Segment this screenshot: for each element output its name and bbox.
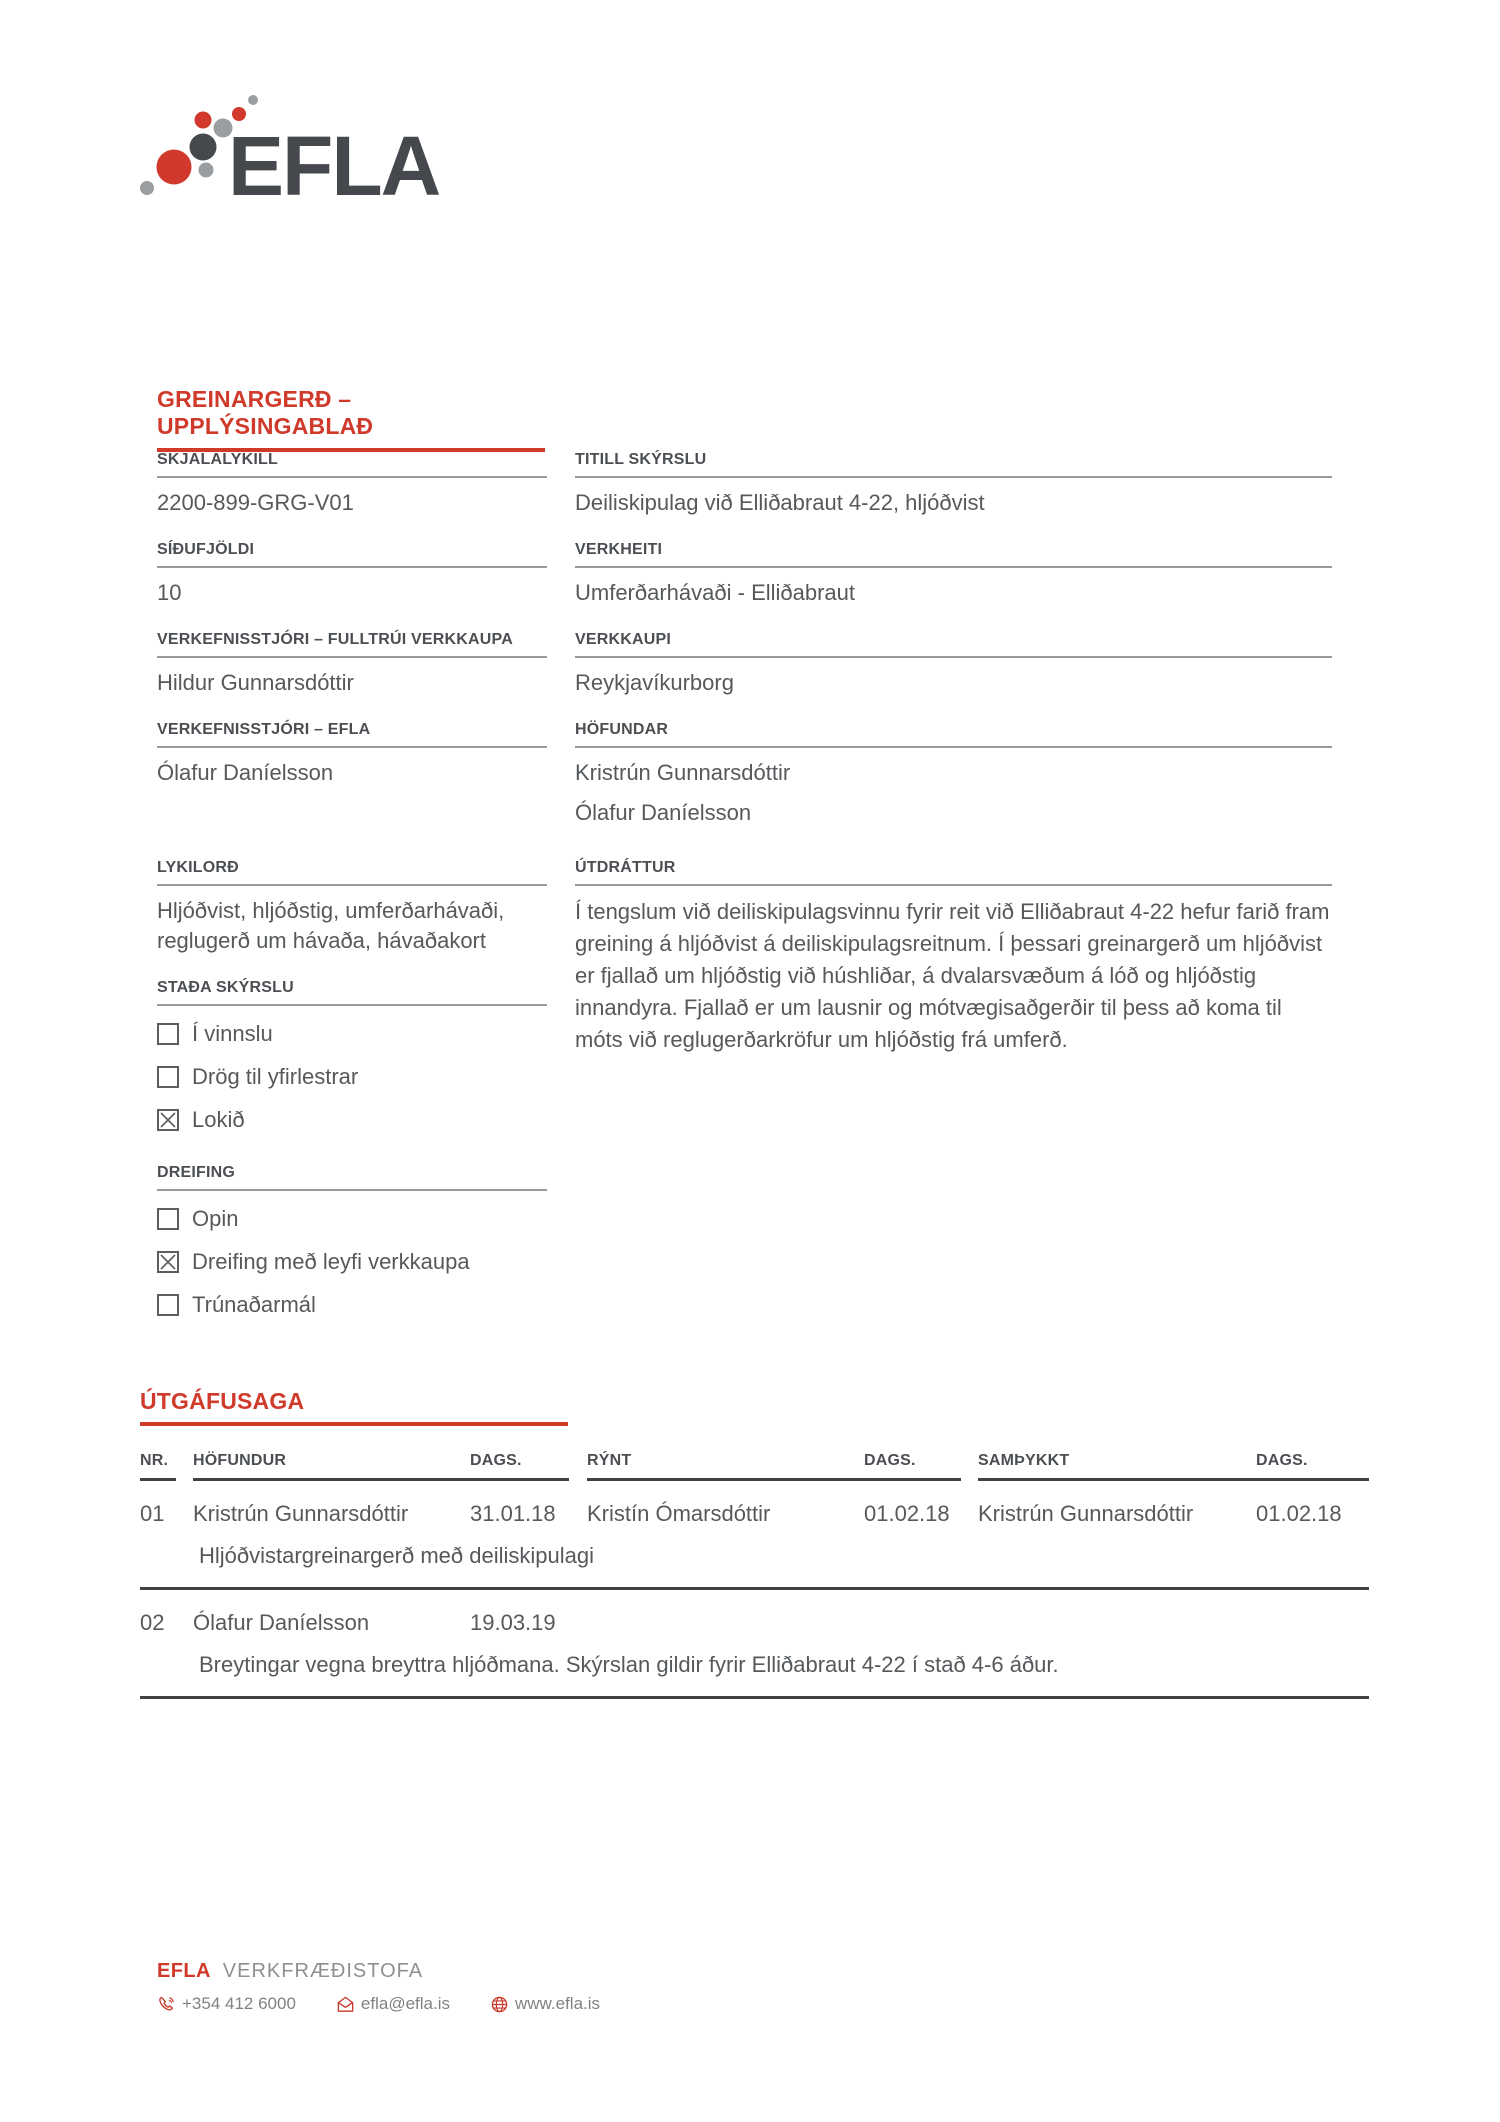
cell-dags <box>864 1590 961 1636</box>
cell-samthykkt: Kristrún Gunnarsdóttir <box>978 1501 1194 1526</box>
spacer <box>569 1481 587 1527</box>
field-value: 2200-899-GRG-V01 <box>157 490 354 515</box>
cell-rynt: Kristín Ómarsdóttir <box>587 1501 771 1526</box>
field-value: Ólafur Daníelsson <box>575 800 752 825</box>
row-description: Hljóðvistargreinargerð með deiliskipulagi <box>140 1527 1369 1590</box>
distribution-option-opin[interactable] <box>157 1205 547 1232</box>
footer-email <box>336 1994 450 2014</box>
footer-phone-number: +354 412 6000 <box>182 1994 296 2013</box>
phone-icon <box>157 1995 176 2014</box>
checkbox-label: Opin <box>192 1205 239 1231</box>
checkbox-med-leyfi[interactable] <box>157 1251 179 1273</box>
footer-contacts <box>157 1994 600 2014</box>
footer-website-url: www.efla.is <box>515 1994 601 2013</box>
abstract-text: Í tengslum við deiliskipulagsvinnu fyrir reit við Elliðabraut 4-22 hefur farið fram greining á hljóðvist á deiliskipulagsreitnum. Í þessari greinargerð um hljóðvist er fjallað um hljóðstig við húshliðar, á dvalarsvæðum á lóð og hljóðstig innandyra. Fjallað er um lausnir og mótvægisaðgerðir til þess að koma til móts við reglugerðarkröfur um hljóðstig frá umferð. <box>575 899 1330 1052</box>
distribution-section-label: DREIFING <box>157 1163 547 1191</box>
spacer <box>961 1452 978 1481</box>
field-label: TITILL SKÝRSLU <box>575 450 1332 478</box>
field-value: Deiliskipulag við Elliðabraut 4-22, hljóðvist <box>575 490 985 515</box>
spacer <box>176 1590 193 1636</box>
field-value: Hljóðvist, hljóðstig, umferðarhávaði, reglugerð um hávaða, hávaðakort <box>157 898 505 953</box>
field-label: VERKEFNISSTJÓRI – EFLA <box>157 720 547 748</box>
checkbox-lokid[interactable] <box>157 1109 179 1131</box>
status-section <box>157 978 547 1133</box>
field-value: Umferðarhávaði - Elliðabraut <box>575 580 856 605</box>
field-value: Reykjavíkurborg <box>575 670 734 695</box>
efla-logo <box>140 82 500 214</box>
field-value: Ólafur Daníelsson <box>157 760 334 785</box>
field-titill-skyrslu <box>575 450 1332 518</box>
spacer <box>569 1590 587 1636</box>
col-header-hofundur: HÖFUNDUR <box>193 1452 470 1481</box>
checkbox-label: Dreifing með leyfi verkkaupa <box>192 1248 470 1274</box>
distribution-section <box>157 1163 547 1318</box>
cell-dags: 19.03.19 <box>470 1610 556 1635</box>
field-value: Hildur Gunnarsdóttir <box>157 670 354 695</box>
footer-phone <box>157 1994 296 2014</box>
col-header-rynt: RÝNT <box>587 1452 864 1481</box>
status-option-drog[interactable] <box>157 1063 547 1090</box>
distribution-option-med-leyfi[interactable] <box>157 1248 547 1275</box>
field-verkefnisstjori-verkkaupa <box>157 630 547 698</box>
x-mark-icon <box>160 1112 176 1128</box>
field-label: VERKHEITI <box>575 540 1332 568</box>
page-title: GREINARGERÐ – UPPLÝSINGABLAÐ <box>157 386 545 452</box>
spacer <box>176 1481 193 1527</box>
spacer <box>176 1452 193 1481</box>
col-header-samthykkt: SAMÞYKKT <box>978 1452 1256 1481</box>
cell-hofundur: Kristrún Gunnarsdóttir <box>193 1501 409 1526</box>
page-footer <box>157 1960 600 2014</box>
version-history-title: ÚTGÁFUSAGA <box>140 1388 568 1426</box>
version-history-section <box>140 1388 1375 1699</box>
checkbox-label: Í vinnslu <box>192 1020 273 1046</box>
distribution-option-trunadarmal[interactable] <box>157 1291 547 1318</box>
field-label: HÖFUNDAR <box>575 720 1332 748</box>
cell-rynt <box>587 1590 864 1636</box>
field-label: SÍÐUFJÖLDI <box>157 540 547 568</box>
field-value: Kristrún Gunnarsdóttir <box>575 760 791 785</box>
field-lykilord <box>157 858 547 956</box>
checkbox-trunadarmal[interactable] <box>157 1294 179 1316</box>
cell-nr: 02 <box>140 1610 165 1635</box>
cell-nr: 01 <box>140 1501 165 1526</box>
spacer <box>961 1590 978 1636</box>
cell-dags: 01.02.18 <box>1256 1501 1342 1526</box>
footer-brand-name: EFLA <box>157 1960 211 1982</box>
form-column-left <box>157 450 547 1348</box>
envelope-icon <box>336 1995 355 2014</box>
cell-dags <box>1256 1590 1369 1636</box>
field-label: VERKKAUPI <box>575 630 1332 658</box>
checkbox-label: Lokið <box>192 1106 245 1132</box>
footer-brand <box>157 1960 600 1983</box>
cell-hofundur: Ólafur Daníelsson <box>193 1610 370 1635</box>
cell-dags: 01.02.18 <box>864 1501 950 1526</box>
field-hofundar <box>575 720 1332 836</box>
col-header-dags-2: DAGS. <box>864 1452 961 1481</box>
checkbox-i-vinnslu[interactable] <box>157 1023 179 1045</box>
field-value: 10 <box>157 580 182 605</box>
form-column-right <box>575 450 1332 1078</box>
field-utdrattur <box>575 858 1332 1056</box>
field-verkefnisstjori-efla <box>157 720 547 836</box>
row-description: Breytingar vegna breyttra hljóðmana. Skýrslan gildir fyrir Elliðabraut 4-22 í stað 4-6 áður. <box>140 1636 1369 1699</box>
efla-wordmark: EFLA <box>228 119 440 213</box>
status-section-label: STAÐA SKÝRSLU <box>157 978 547 1006</box>
field-label: ÚTDRÁTTUR <box>575 858 1332 886</box>
field-verkheiti <box>575 540 1332 608</box>
cell-samthykkt <box>978 1590 1256 1636</box>
checkbox-label: Trúnaðarmál <box>192 1291 316 1317</box>
field-sidufjoldi <box>157 540 547 608</box>
checkbox-drog[interactable] <box>157 1066 179 1088</box>
checkbox-label: Drög til yfirlestrar <box>192 1063 359 1089</box>
footer-brand-suffix: VERKFRÆÐISTOFA <box>222 1960 424 1982</box>
field-verkkaupi <box>575 630 1332 698</box>
x-mark-icon <box>160 1254 176 1270</box>
footer-website <box>490 1994 600 2014</box>
efla-logo-icon <box>140 82 500 214</box>
checkbox-opin[interactable] <box>157 1208 179 1230</box>
status-option-lokid[interactable] <box>157 1106 547 1133</box>
col-header-nr: NR. <box>140 1452 176 1481</box>
field-skjalalykill <box>157 450 547 518</box>
globe-icon <box>490 1995 509 2014</box>
version-history-table <box>140 1452 1375 1699</box>
footer-email-address: efla@efla.is <box>360 1994 450 2013</box>
field-label: LYKILORÐ <box>157 858 547 886</box>
col-header-dags-3: DAGS. <box>1256 1452 1369 1481</box>
field-label: SKJALALYKILL <box>157 450 547 478</box>
cell-dags: 31.01.18 <box>470 1501 556 1526</box>
col-header-dags-1: DAGS. <box>470 1452 569 1481</box>
spacer <box>961 1481 978 1527</box>
status-option-i-vinnslu[interactable] <box>157 1020 547 1047</box>
field-label: VERKEFNISSTJÓRI – FULLTRÚI VERKKAUPA <box>157 630 547 658</box>
spacer <box>569 1452 587 1481</box>
